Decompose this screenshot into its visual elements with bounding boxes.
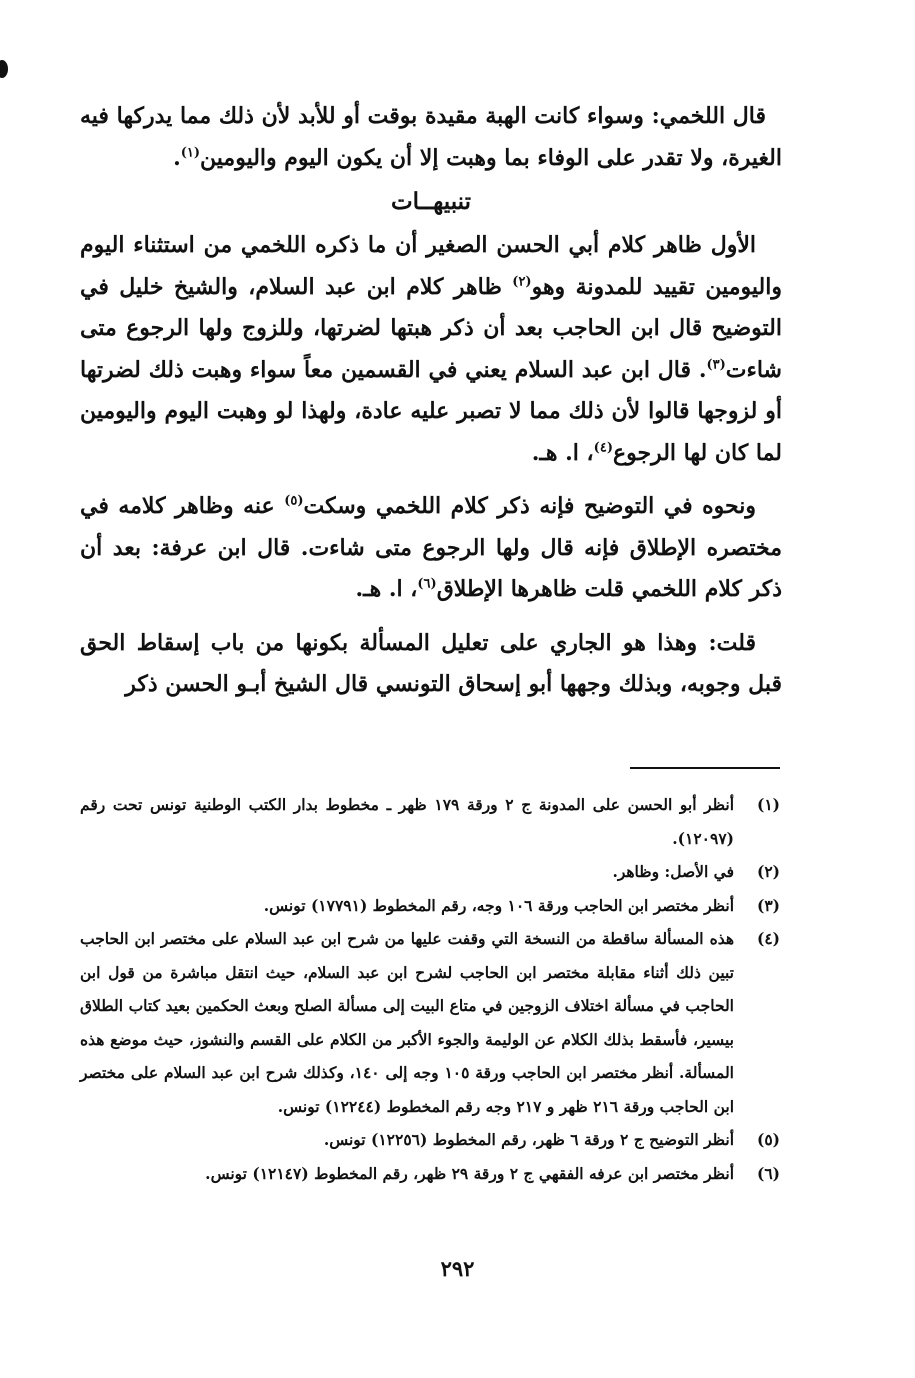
footnote-6 xyxy=(80,1157,780,1191)
footnote-number: (٤) xyxy=(756,929,780,948)
footnote-3 xyxy=(80,889,780,923)
footnote-text: هذه المسألة ساقطة من النسخة التي وقفت عليها من شرح ابن عبد السلام على مختصر ابن الحاجب تبين ذلك أثناء مقابلة مختصر ابن الحاجب لشرح ابن عبد السلام، حيث انتقل مباشرة من قول ابن الحاجب في مسألة اختلاف الزوجين في متاع البيت إلى مسألة الصلح وبعث الحكمين بعيد كتاب الطلاق بيسير، فأسقط بذلك الكلام عن الوليمة والجوء الأكبر من الكلام على القسم والنشوز، حيث موضع هذه المسألة. أنظر مختصر ابن الحاجب ورقة ١٠٥ وجه إلى ١٤٠، وكذلك شرح ابن عبد السلام على مختصر ابن الحاجب ورقة ٢١٦ ظهر و ٢١٧ وجه رقم المخطوط (١٢٢٤٤) تونس. xyxy=(80,929,734,1116)
paragraph-4: قلت: وهذا هو الجاري على تعليل المسألة بكونها من باب إسقاط الحق قبل وجوبه، وبذلك وجهها أبو إسحاق التونسي قال الشيخ أبـو الحسن ذكر xyxy=(80,629,782,697)
page-number: ٢٩٢ xyxy=(440,1256,475,1281)
footnote-1 xyxy=(80,788,780,855)
main-text xyxy=(80,96,782,706)
scan-edge-mark xyxy=(0,60,8,78)
footnote-number: (٣) xyxy=(756,895,780,915)
footnote-2 xyxy=(80,855,780,889)
footnotes xyxy=(80,788,780,1190)
footnote-ref-3: (٣) xyxy=(706,357,726,373)
footnote-number: (٥) xyxy=(756,1130,780,1149)
footnote-text: أنظر مختصر ابن الحاجب ورقة ١٠٦ وجه، رقم المخطوط (١٧٧٩١) تونس. xyxy=(263,895,734,915)
footnote-ref-5: (٥) xyxy=(284,493,304,509)
paragraph-3: ونحوه في التوضيح فإنه ذكر كلام اللخمي وسكت$^{(٥)}$ عنه وظاهر كلامه في مختصره الإطلاق فإنه قال ولها الرجوع متى شاءت. قال ابن عرفة: بعد أن ذكر كلام اللخمي قلت ظاهرها الإطلاق$^{(٦)}$، ا. هـ. xyxy=(80,493,782,602)
footnote-number: (٢) xyxy=(756,862,780,881)
footnote-text: أنظر أبو الحسن على المدونة ج ٢ ورقة ١٧٩ ظهر ـ مخطوط بدار الكتب الوطنية تونس تحت رقم (١٢٠٩٧). xyxy=(80,795,735,848)
footnote-text: أنظر التوضيح ج ٢ ورقة ٦ ظهر، رقم المخطوط (١٢٢٥٦) تونس. xyxy=(323,1130,734,1149)
footnote-4 xyxy=(80,922,780,1123)
footnote-divider xyxy=(630,767,780,769)
paragraph-1: قال اللخمي: وسواء كانت الهبة مقيدة بوقت أو للأبد لأن ذلك مما يدركها فيه الغيرة، ولا تقدر على الوفاء بما وهبت إلا أن يكون اليوم واليومين$^{(١)}$. xyxy=(80,103,782,171)
footnote-5 xyxy=(80,1123,780,1157)
footnote-text: أنظر مختصر ابن عرفه الفقهي ج ٢ ورقة ٢٩ ظهر، رقم المخطوط (١٢١٤٧) تونس. xyxy=(205,1163,734,1183)
footnote-ref-6: (٦) xyxy=(417,576,437,592)
footnote-ref-4: (٤) xyxy=(593,440,613,456)
footnote-ref-1: (١) xyxy=(180,145,201,161)
footnote-number: (١) xyxy=(756,795,780,814)
footnote-ref-2: (٢) xyxy=(512,274,532,290)
footnote-text: في الأصل: وظاهر. xyxy=(612,862,734,881)
footnote-number: (٦) xyxy=(756,1163,780,1183)
section-heading: تنبيهــات xyxy=(391,188,471,215)
paragraph-2: الأول ظاهر كلام أبي الحسن الصغير أن ما ذكره اللخمي من استثناء اليوم واليومين تقييد للمدونة وهو$^{(٢)}$ ظاهر كلام ابن عبد السلام، والشيخ خليل في التوضيح قال ابن الحاجب بعد أن ذكر هبتها لضرتها، وللزوج ولها الرجوع متى شاءت$^{(٣)}$. قال ابن عبد السلام يعني في القسمين معاً سواء وهبت ذلك لضرتها أو لزوجها قالوا لأن ذلك مما لا تصبر عليه عادة، ولهذا لو وهبت اليوم واليومين لما كان لها الرجوع$^{(٤)}$، ا. هـ. xyxy=(80,232,782,466)
